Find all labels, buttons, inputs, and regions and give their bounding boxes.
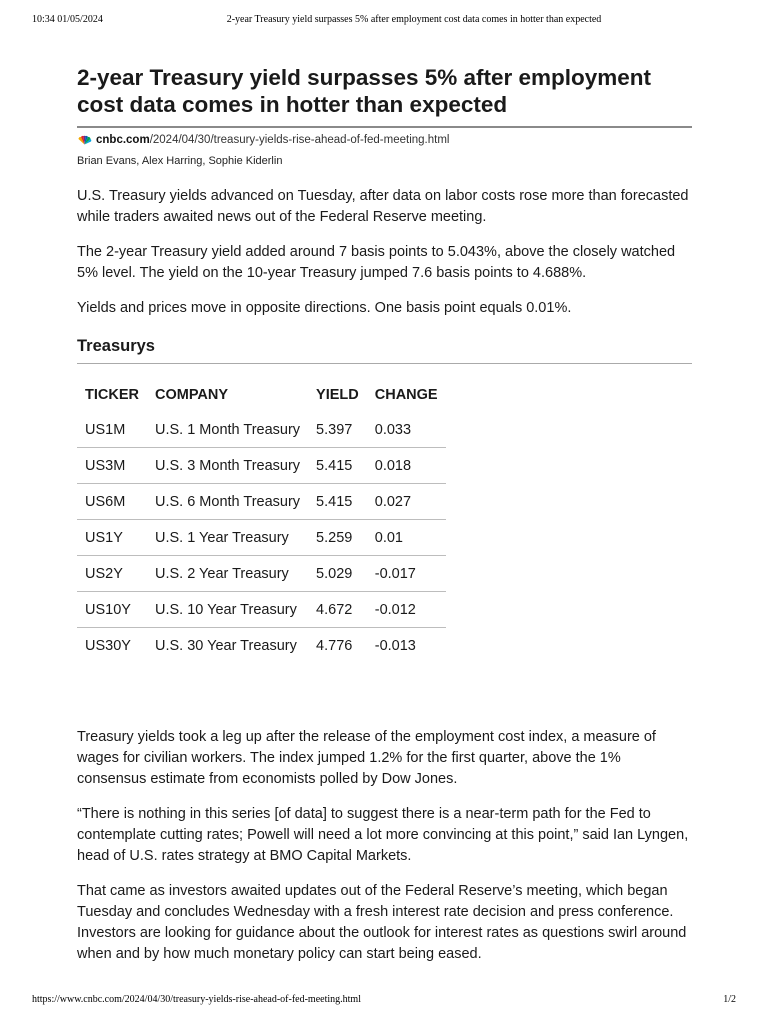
paragraph: U.S. Treasury yields advanced on Tuesday, after data on labor costs rose more than forecasted while traders awaited news out of the Federal Reserve meeting. xyxy=(77,188,689,225)
paragraph: Treasury yields took a leg up after the release of the employment cost index, a measure of wages for civilian workers. The index jumped 1.2% for the first quarter, above the 1% consensus estimate from economists polled by Dow Jones. xyxy=(77,729,656,787)
article-headline: 2-year Treasury yield surpasses 5% after employment cost data comes in hotter than expected xyxy=(77,64,692,128)
section-title: Treasurys xyxy=(77,337,692,364)
source-path[interactable]: /2024/04/30/treasury-yields-rise-ahead-of-fed-meeting.html xyxy=(149,134,450,146)
column-header: YIELD xyxy=(316,387,359,403)
company-cell[interactable]: U.S. 30 Year Treasury xyxy=(147,628,308,664)
table-row xyxy=(77,592,446,628)
table-row xyxy=(77,628,446,664)
print-footer xyxy=(32,994,736,1008)
ticker-cell[interactable]: US3M xyxy=(77,448,147,484)
ticker-cell[interactable]: US30Y xyxy=(77,628,147,664)
yield-cell: 5.029 xyxy=(308,556,367,592)
yield-cell: 5.415 xyxy=(308,448,367,484)
company-cell[interactable]: U.S. 3 Month Treasury xyxy=(147,448,308,484)
cnbc-peacock-icon xyxy=(77,135,92,145)
yield-cell: 5.259 xyxy=(308,520,367,556)
ticker-cell[interactable]: US1Y xyxy=(77,520,147,556)
column-header: TICKER xyxy=(85,387,139,403)
print-timestamp: 10:34 01/05/2024 xyxy=(32,14,103,25)
change-cell: 0.033 xyxy=(374,421,412,438)
change-cell: -0.012 xyxy=(367,592,446,628)
article xyxy=(77,64,692,965)
ticker-cell[interactable]: US1M xyxy=(85,421,126,438)
column-header: CHANGE xyxy=(374,387,438,403)
table-row xyxy=(77,448,446,484)
paragraph: The 2-year Treasury yield added around 7 basis points to 5.043%, above the closely watched 5% level. The yield on the 10-year Treasury jumped 7.6 basis points to 4.688%. xyxy=(77,244,676,281)
company-cell[interactable]: U.S. 6 Month Treasury xyxy=(147,484,308,520)
ticker-cell[interactable]: US2Y xyxy=(77,556,147,592)
change-cell: 0.018 xyxy=(367,448,446,484)
source-line xyxy=(77,134,692,146)
table-header-row xyxy=(77,378,446,412)
yield-cell: 5.397 xyxy=(316,421,353,438)
print-header xyxy=(32,14,736,28)
treasury-table xyxy=(77,378,446,663)
paragraph: “There is nothing in this series [of data] to suggest there is a near-term path for the Fed to contemplate cutting rates; Powell will need a lot more convincing at this point,” said Ian Lyngen, head of U.S. rates strategy at BMO Capital Markets. xyxy=(77,806,689,864)
ticker-cell[interactable]: US6M xyxy=(77,484,147,520)
paragraph: Yields and prices move in opposite directions. One basis point equals 0.01%. xyxy=(77,300,572,316)
yield-cell: 4.672 xyxy=(308,592,367,628)
company-cell[interactable]: U.S. 10 Year Treasury xyxy=(147,592,308,628)
change-cell: 0.01 xyxy=(367,520,446,556)
company-cell[interactable]: U.S. 1 Year Treasury xyxy=(147,520,308,556)
column-header: COMPANY xyxy=(154,387,229,403)
change-cell: 0.027 xyxy=(367,484,446,520)
company-cell[interactable]: U.S. 2 Year Treasury xyxy=(147,556,308,592)
table-row xyxy=(77,556,446,592)
article-authors: Brian Evans, Alex Harring, Sophie Kiderlin xyxy=(77,155,283,167)
table-row xyxy=(77,520,446,556)
yield-cell: 5.415 xyxy=(308,484,367,520)
paragraph: That came as investors awaited updates out of the Federal Reserve’s meeting, which began Tuesday and concludes Wednesday with a fresh interest rate decision and press conference. Investors are looking for guidance about the outlook for interest rates as questions swirl around when and by how much monetary policy can start being eased. xyxy=(77,883,687,962)
change-cell: -0.013 xyxy=(367,628,446,664)
yield-cell: 4.776 xyxy=(308,628,367,664)
table-row xyxy=(77,412,446,448)
change-cell: -0.017 xyxy=(367,556,446,592)
print-url[interactable]: https://www.cnbc.com/2024/04/30/treasury-yields-rise-ahead-of-fed-meeting.html xyxy=(32,994,361,1005)
page-number: 1/2 xyxy=(723,994,736,1005)
ticker-cell[interactable]: US10Y xyxy=(77,592,147,628)
source-domain[interactable]: cnbc.com xyxy=(96,134,150,146)
company-cell[interactable]: U.S. 1 Month Treasury xyxy=(154,421,301,438)
table-row xyxy=(77,484,446,520)
print-page-title: 2-year Treasury yield surpasses 5% after employment cost data comes in hotter than expected xyxy=(226,14,602,25)
